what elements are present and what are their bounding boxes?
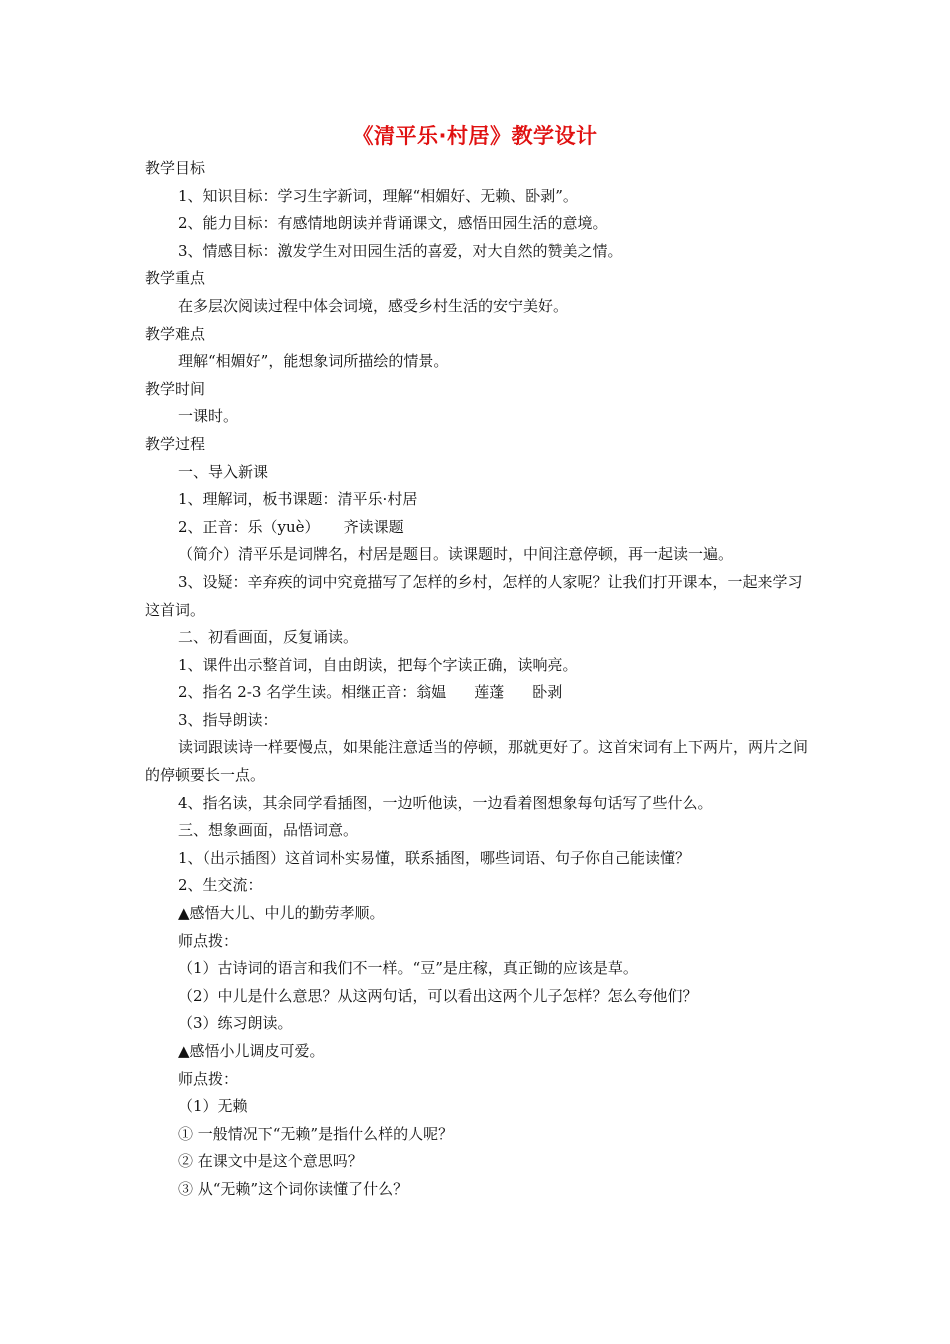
step-item <box>145 679 810 707</box>
teacher-note: 师点拨： <box>178 931 239 950</box>
teacher-note: 师点拨： <box>178 1069 239 1088</box>
paragraph: （简介）清平乐是词牌名，村居是题目。读课题时，中间注意停顿，再一起读一遍。 <box>178 545 734 564</box>
paragraph: 在多层次阅读过程中体会词境，感受乡村生活的安宁美好。 <box>178 296 569 315</box>
section-heading-difficulty: 教学难点 <box>145 324 206 343</box>
insight-item: ▲感悟大儿、中儿的勤劳孝顺。 <box>178 904 385 923</box>
step-heading: 一、导入新课 <box>178 462 269 481</box>
paragraph: 一课时。 <box>178 407 239 426</box>
goal-item: 2、能力目标：有感情地朗读并背诵课文，感悟田园生活的意境。 <box>178 214 608 233</box>
document-title: 《清平乐·村居》教学设计 <box>352 124 598 148</box>
step-item: 1、课件出示整首词，自由朗读，把每个字读正确，读响亮。 <box>178 655 578 674</box>
section-heading-key: 教学重点 <box>145 269 206 288</box>
step-item-part: 2、正音：乐（yuè） <box>178 517 320 536</box>
step-item-part: 2、指名 2-3 名学生读。相继正音：翁媪 <box>178 683 447 702</box>
note-item: （3）练习朗读。 <box>178 1014 293 1033</box>
section-heading-time: 教学时间 <box>145 379 206 398</box>
question-item: ① 一般情况下“无赖”是指什么样的人呢？ <box>178 1124 454 1143</box>
step-heading: 三、想象画面，品悟词意。 <box>178 821 359 840</box>
document-body <box>145 155 810 1204</box>
note-item: （2）中儿是什么意思？从这两句话，可以看出这两个儿子怎样？怎么夸他们？ <box>178 986 698 1005</box>
step-item-part: 齐读课题 <box>343 517 404 536</box>
paragraph: 读词跟读诗一样要慢点，如果能注意适当的停顿，那就更好了。这首宋词有上下两片，两片之间的停顿要长一点。 <box>145 738 809 785</box>
note-item: （1）古诗词的语言和我们不一样。“豆”是庄稼，真正锄的应该是草。 <box>178 959 638 978</box>
step-item: 2、生交流： <box>178 876 263 895</box>
paragraph: 3、设疑：辛弃疾的词中究竟描写了怎样的乡村，怎样的人家呢？让我们打开课本，一起来学习这首词。 <box>145 572 803 619</box>
step-item: 3、指导朗读： <box>178 710 278 729</box>
paragraph: 理解“相媚好”，能想象词所描绘的情景。 <box>178 352 449 371</box>
section-heading-process: 教学过程 <box>145 434 206 453</box>
step-item-part: 莲蓬 <box>474 683 505 702</box>
goal-item: 3、情感目标：激发学生对田园生活的喜爱，对大自然的赞美之情。 <box>178 241 623 260</box>
step-item <box>145 514 810 542</box>
step-item: 1、理解词，板书课题：清平乐·村居 <box>178 490 418 509</box>
step-heading: 二、初看画面，反复诵读。 <box>178 628 359 647</box>
step-item: 4、指名读，其余同学看插图，一边听他读，一边看着图想象每句话写了些什么。 <box>178 793 713 812</box>
note-item: （1）无赖 <box>178 1097 248 1116</box>
insight-item: ▲感悟小儿调皮可爱。 <box>178 1042 325 1060</box>
step-item: 1、（出示插图）这首词朴实易懂，联系插图，哪些词语、句子你自己能读懂？ <box>178 848 691 867</box>
section-heading-goals: 教学目标 <box>145 159 206 177</box>
step-item-part: 卧剥 <box>532 683 563 702</box>
goal-item: 1、知识目标：学习生字新词，理解“相媚好、无赖、卧剥”。 <box>178 186 578 205</box>
question-item: ② 在课文中是这个意思吗？ <box>178 1152 363 1171</box>
question-item: ③ 从“无赖”这个词你读懂了什么？ <box>178 1179 409 1198</box>
